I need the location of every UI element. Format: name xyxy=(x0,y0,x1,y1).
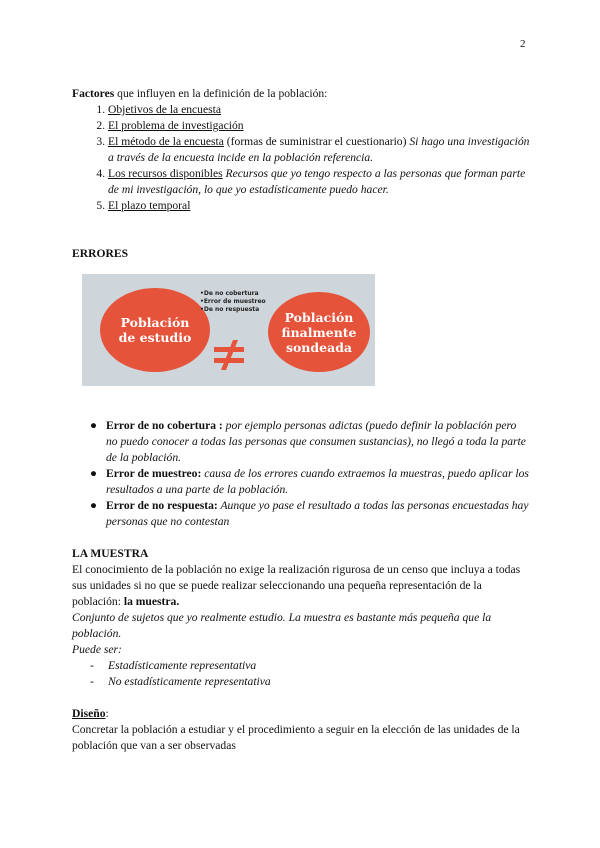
error-no-respuesta xyxy=(90,498,530,530)
document-body xyxy=(72,86,530,754)
muestra-type-item xyxy=(90,674,530,690)
muestra-paragraph xyxy=(72,562,530,610)
error-description: por ejemplo personas adictas (puedo definir la población pero no puedo conocer a todas las personas que consumen sustancias), no llegó a toda la parte de la población. xyxy=(106,419,526,464)
muestra-term: la muestra. xyxy=(123,595,180,608)
factores-lead: Factores xyxy=(72,87,115,100)
error-muestreo xyxy=(90,466,530,498)
error-no-cobertura xyxy=(90,418,530,466)
diseno-colon: : xyxy=(105,707,109,720)
diseno-paragraph: Concretar la población a estudiar y el procedimiento a seguir en la elección de las unidades de la población que van a ser observadas xyxy=(72,723,520,752)
errores-heading: ERRORES xyxy=(72,247,129,260)
errores-diagram xyxy=(82,274,375,386)
error-term: Error de no respuesta: xyxy=(106,499,218,512)
muestra-text: El conocimiento de la población no exige la realización rigurosa de un censo que incluya a todas sus unidades si no que se puede realizar seleccionando una pequeña representación de la población: xyxy=(72,563,521,608)
muestra-puede-ser xyxy=(72,642,530,658)
muestra-type-text: No estadísticamente representativa xyxy=(108,675,271,688)
factor-item-objetivos xyxy=(108,102,530,118)
muestra-note xyxy=(72,610,530,642)
muestra-puede-ser-text: Puede ser: xyxy=(72,643,122,656)
bullet-icon: ● xyxy=(90,499,98,512)
factor-title: El problema de investigación xyxy=(108,119,244,132)
error-description: Aunque yo pase el resultado a todas las personas encuestadas hay personas que no contestan xyxy=(106,499,529,528)
muestra-type-text: Estadísticamente representativa xyxy=(108,659,257,672)
factor-title: Objetivos de la encuesta xyxy=(108,103,221,116)
errores-bullet-list xyxy=(72,418,530,530)
factor-item-recursos xyxy=(108,166,530,198)
muestra-type-item xyxy=(90,658,530,674)
factor-title: El plazo temporal xyxy=(108,199,191,212)
muestra-note-text: Conjunto de sujetos que yo realmente estudio. La muestra es bastante más pequeña que la población. xyxy=(72,611,492,640)
poblacion-estudio-ellipse xyxy=(100,288,210,372)
factor-note: (formas de suministrar el cuestionario) xyxy=(223,135,410,148)
error-description: causa de los errores cuando extraemos la muestras, puedo aplicar los resultados a una parte de la población. xyxy=(106,467,529,496)
error-types-list xyxy=(200,290,266,314)
error-type-item: •De no respuesta xyxy=(200,306,260,313)
poblacion-sondeada-ellipse xyxy=(268,292,370,372)
factores-lead-rest: que influyen en la definición de la población: xyxy=(114,87,328,100)
error-term: Error de no cobertura : xyxy=(106,419,223,432)
diseno-title-text: Diseño xyxy=(72,707,106,720)
factor-explanation: Si hago una investigación a través de la encuesta incide en la población referencia. xyxy=(108,135,530,164)
poblacion-estudio-label: Población de estudio xyxy=(118,315,192,345)
factor-explanation: Recursos que yo tengo respecto a las personas que forman parte de mi investigación, lo que yo estadísticamente puedo hacer. xyxy=(108,167,526,196)
factor-item-problema xyxy=(108,118,530,134)
error-type-item: •De no cobertura xyxy=(200,290,259,297)
factor-item-plazo xyxy=(108,198,530,214)
factores-intro xyxy=(72,86,530,102)
error-type-item: •Error de muestreo xyxy=(200,298,266,305)
dash-icon: - xyxy=(90,675,94,688)
bullet-icon: ● xyxy=(90,419,98,432)
poblacion-sondeada-label: Población finalmente sondeada xyxy=(281,309,357,355)
factores-list xyxy=(72,102,530,214)
factor-title: El método de la encuesta xyxy=(108,135,224,148)
muestra-heading: LA MUESTRA xyxy=(72,547,149,560)
page-number: 2 xyxy=(520,38,526,50)
not-equal-icon xyxy=(210,336,248,374)
error-term: Error de muestreo: xyxy=(106,467,202,480)
muestra-types-list xyxy=(72,658,530,690)
dash-icon: - xyxy=(90,659,94,672)
diseno-heading xyxy=(72,706,530,722)
factor-item-metodo xyxy=(108,134,530,166)
factor-title: Los recursos disponibles xyxy=(108,167,223,180)
bullet-icon: ● xyxy=(90,467,98,480)
